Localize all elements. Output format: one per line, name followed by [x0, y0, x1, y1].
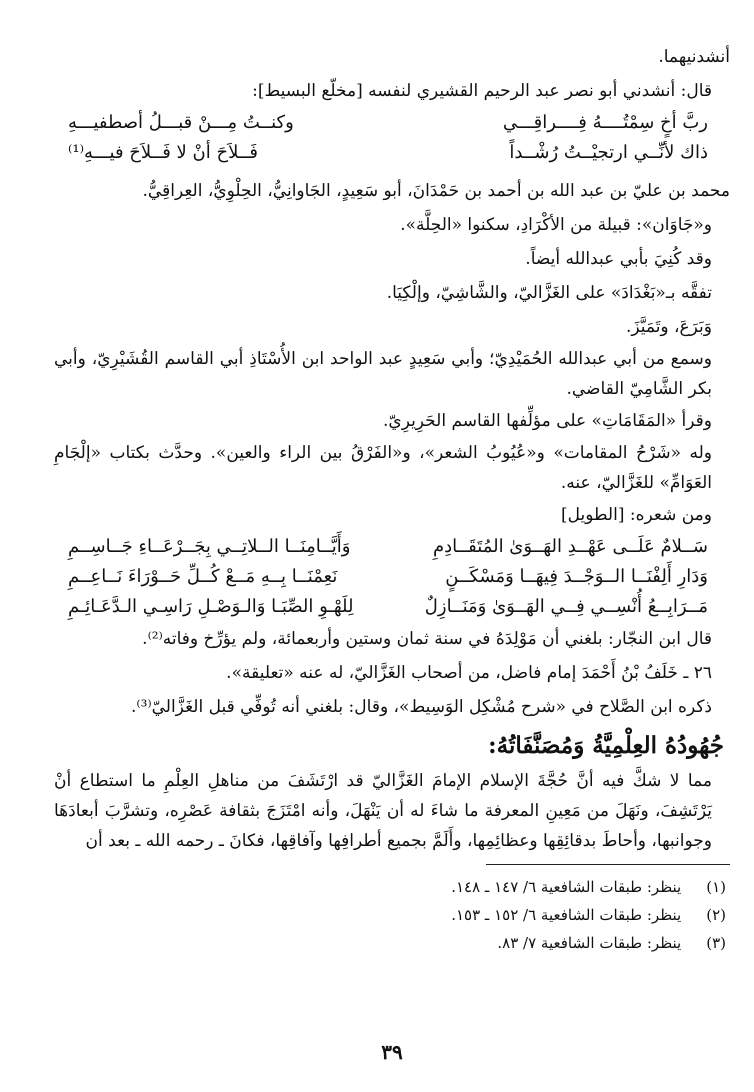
- section-heading: جُهُودُهُ العِلْمِيَّةُ وَمُصَنَّفَاتُهُ:: [488, 732, 724, 759]
- text-line: قال ابن النجّار: بلغني أن مَوْلِدَهُ في سنة ثمان وستين وأربعمائة، ولم يؤرِّخ وفاته⁽²⁾.: [142, 629, 712, 649]
- poem-verse: [54, 138, 730, 168]
- footnote-text: ينظر: طبقات الشافعية ٦/ ١٥٢ ـ ١٥٣.: [451, 906, 682, 924]
- verse-first-hemistich: ذاك لأنِّــي ارتجيْــتُ رُشْــداً: [509, 142, 708, 163]
- poem-verse: [54, 108, 730, 138]
- text-line: ومن شعره: [الطويل]: [560, 505, 712, 525]
- verse-second-hemistich: وكنــتُ مِـــنْ قبـــلُ أصطفيـــهِ: [68, 112, 294, 133]
- text-line: محمد بن عليّ بن عبد الله بن أحمد بن حَمْدَانَ، أبو سَعِيدٍ، الجَاوانِيُّ، الحِلْوِيُّ، العِراقِيُّ.: [142, 181, 730, 201]
- verse-first-hemistich: مَــرَابِــعُ أُنْسِــي فِــي الهَــوَىٰ وَمَنَــازِلٌ: [424, 596, 708, 617]
- footnote-text: ينظر: طبقات الشافعية ٧/ ٨٣.: [497, 934, 682, 952]
- text-line: وقد كُنِيَ بأبي عبدالله أيضاً.: [525, 249, 712, 269]
- paragraph: مما لا شكَّ فيه أنَّ حُجَّةَ الإسلام الإمامَ الغَزَّاليّ قد ارْتَشَفَ من مناهلِ العِلْمِ ما استطاع أنْ يَرْتَشِفَ، ونَهَلَ من مَعِينِ المعرفة ما شاءَ له أن يَنْهَلَ، وأنه امْتَزَجَ بثقافة عَصْرِه، وتشرَّبَ أبعادَهَا وجوانبها، وأحاطَ بدقائِقِها وعظائِمِها، وأَلَمَّ بجميع أطرافِها وآفاقِها، فكانَ ـ رحمه الله ـ بعد أن: [54, 771, 712, 851]
- page-number: ٣٩: [381, 1040, 403, 1064]
- verse-second-hemistich: فَــلاَحَ أنْ لا فَــلاَحَ فيـــهِ⁽¹⁾: [68, 142, 258, 163]
- footnote: [54, 873, 730, 901]
- text-line: قال: أنشدني أبو نصر عبد الرحيم القشيري لنفسه [مخلّع البسيط]:: [252, 81, 712, 101]
- text-line: أنشدنيهما.: [658, 47, 730, 67]
- text-line: وَبَرَعَ، وتَمَيَّزَ.: [625, 317, 712, 337]
- footnote-number: (٢): [706, 906, 726, 924]
- verse-first-hemistich: ربَّ أخٍ سِمْتُــــهُ فِــــراقِـــي: [502, 112, 708, 133]
- poem-verse: [54, 562, 730, 592]
- footnote: [54, 901, 730, 929]
- text-line: و«جَاوَان»: قبيلة من الأكْرَادِ، سكنوا «الحِلَّة».: [400, 215, 712, 235]
- entry-title: ٢٦ ـ خَلَفُ بْنُ أَحْمَدَ إمام فاضل، من أصحاب الغَزَّاليّ، له عنه «تعليقة».: [226, 663, 712, 683]
- footnote-text: ينظر: طبقات الشافعية ٦/ ١٤٧ ـ ١٤٨.: [451, 878, 682, 896]
- verse-first-hemistich: سَــلامٌ عَلَــى عَهْــدِ الهَــوَىٰ المُتَقَــادِمِ: [432, 536, 708, 557]
- paragraph: وله «شَرْحُ المقامات» و«عُيُوبُ الشعر»، و«الفَرْقُ بين الراء والعين». وحدَّث بكتاب «إلْجَامِ العَوَامِّ» للغَزَّاليّ، عنه.: [54, 443, 712, 493]
- text-line: ذكره ابن الصَّلاح في «شرح مُشْكِل الوَسِيط»، وقال: بلغني أنه تُوفِّي قبل الغَزَّاليّ⁽³⁾.: [131, 697, 712, 717]
- footnote: [54, 929, 730, 957]
- footnote-number: (١): [706, 878, 726, 896]
- poem-verse: [54, 532, 730, 562]
- verse-second-hemistich: لِلَهْـوِ الصِّبَـا وَالـوَصْـلِ رَاسِـي الـدَّعَـائِـمِ: [68, 596, 354, 617]
- footnote-number: (٣): [706, 934, 726, 952]
- paragraph: وسمع من أبي عبدالله الحُمَيْدِيّ؛ وأبي سَعِيدٍ عبد الواحد ابن الأُسْتَاذِ أبي القاسم القُشَيْرِيّ، وأبي بكر الشَّامِيّ القاضي.: [54, 349, 712, 399]
- verse-second-hemistich: وَأَيَّــامِنَــا الــلاتِــي بِجَــرْعَــاءِ جَــاسِــمِ: [68, 536, 351, 557]
- document-page: [54, 40, 730, 1070]
- text-line: تفقَّه بـ«بَغْدَادَ» على الغَزَّاليّ، والشَّاشِيّ، وإلْكِيَا.: [386, 283, 712, 303]
- poem-verse: [54, 592, 730, 622]
- footnote-separator: [486, 864, 730, 865]
- verse-first-hemistich: وَدَارِ أَلِفْنَــا الــوَجْــدَ فِيهَــا وَمَسْكَــنٍ: [445, 566, 708, 587]
- verse-second-hemistich: نَعِمْنَــا بِــهِ مَــعْ كُــلِّ حَــوْرَاءَ نَــاعِــمِ: [68, 566, 338, 587]
- text-line: وقرأ «المَقَامَاتِ» على مؤلِّفها القاسم الحَرِيرِيّ.: [382, 411, 712, 431]
